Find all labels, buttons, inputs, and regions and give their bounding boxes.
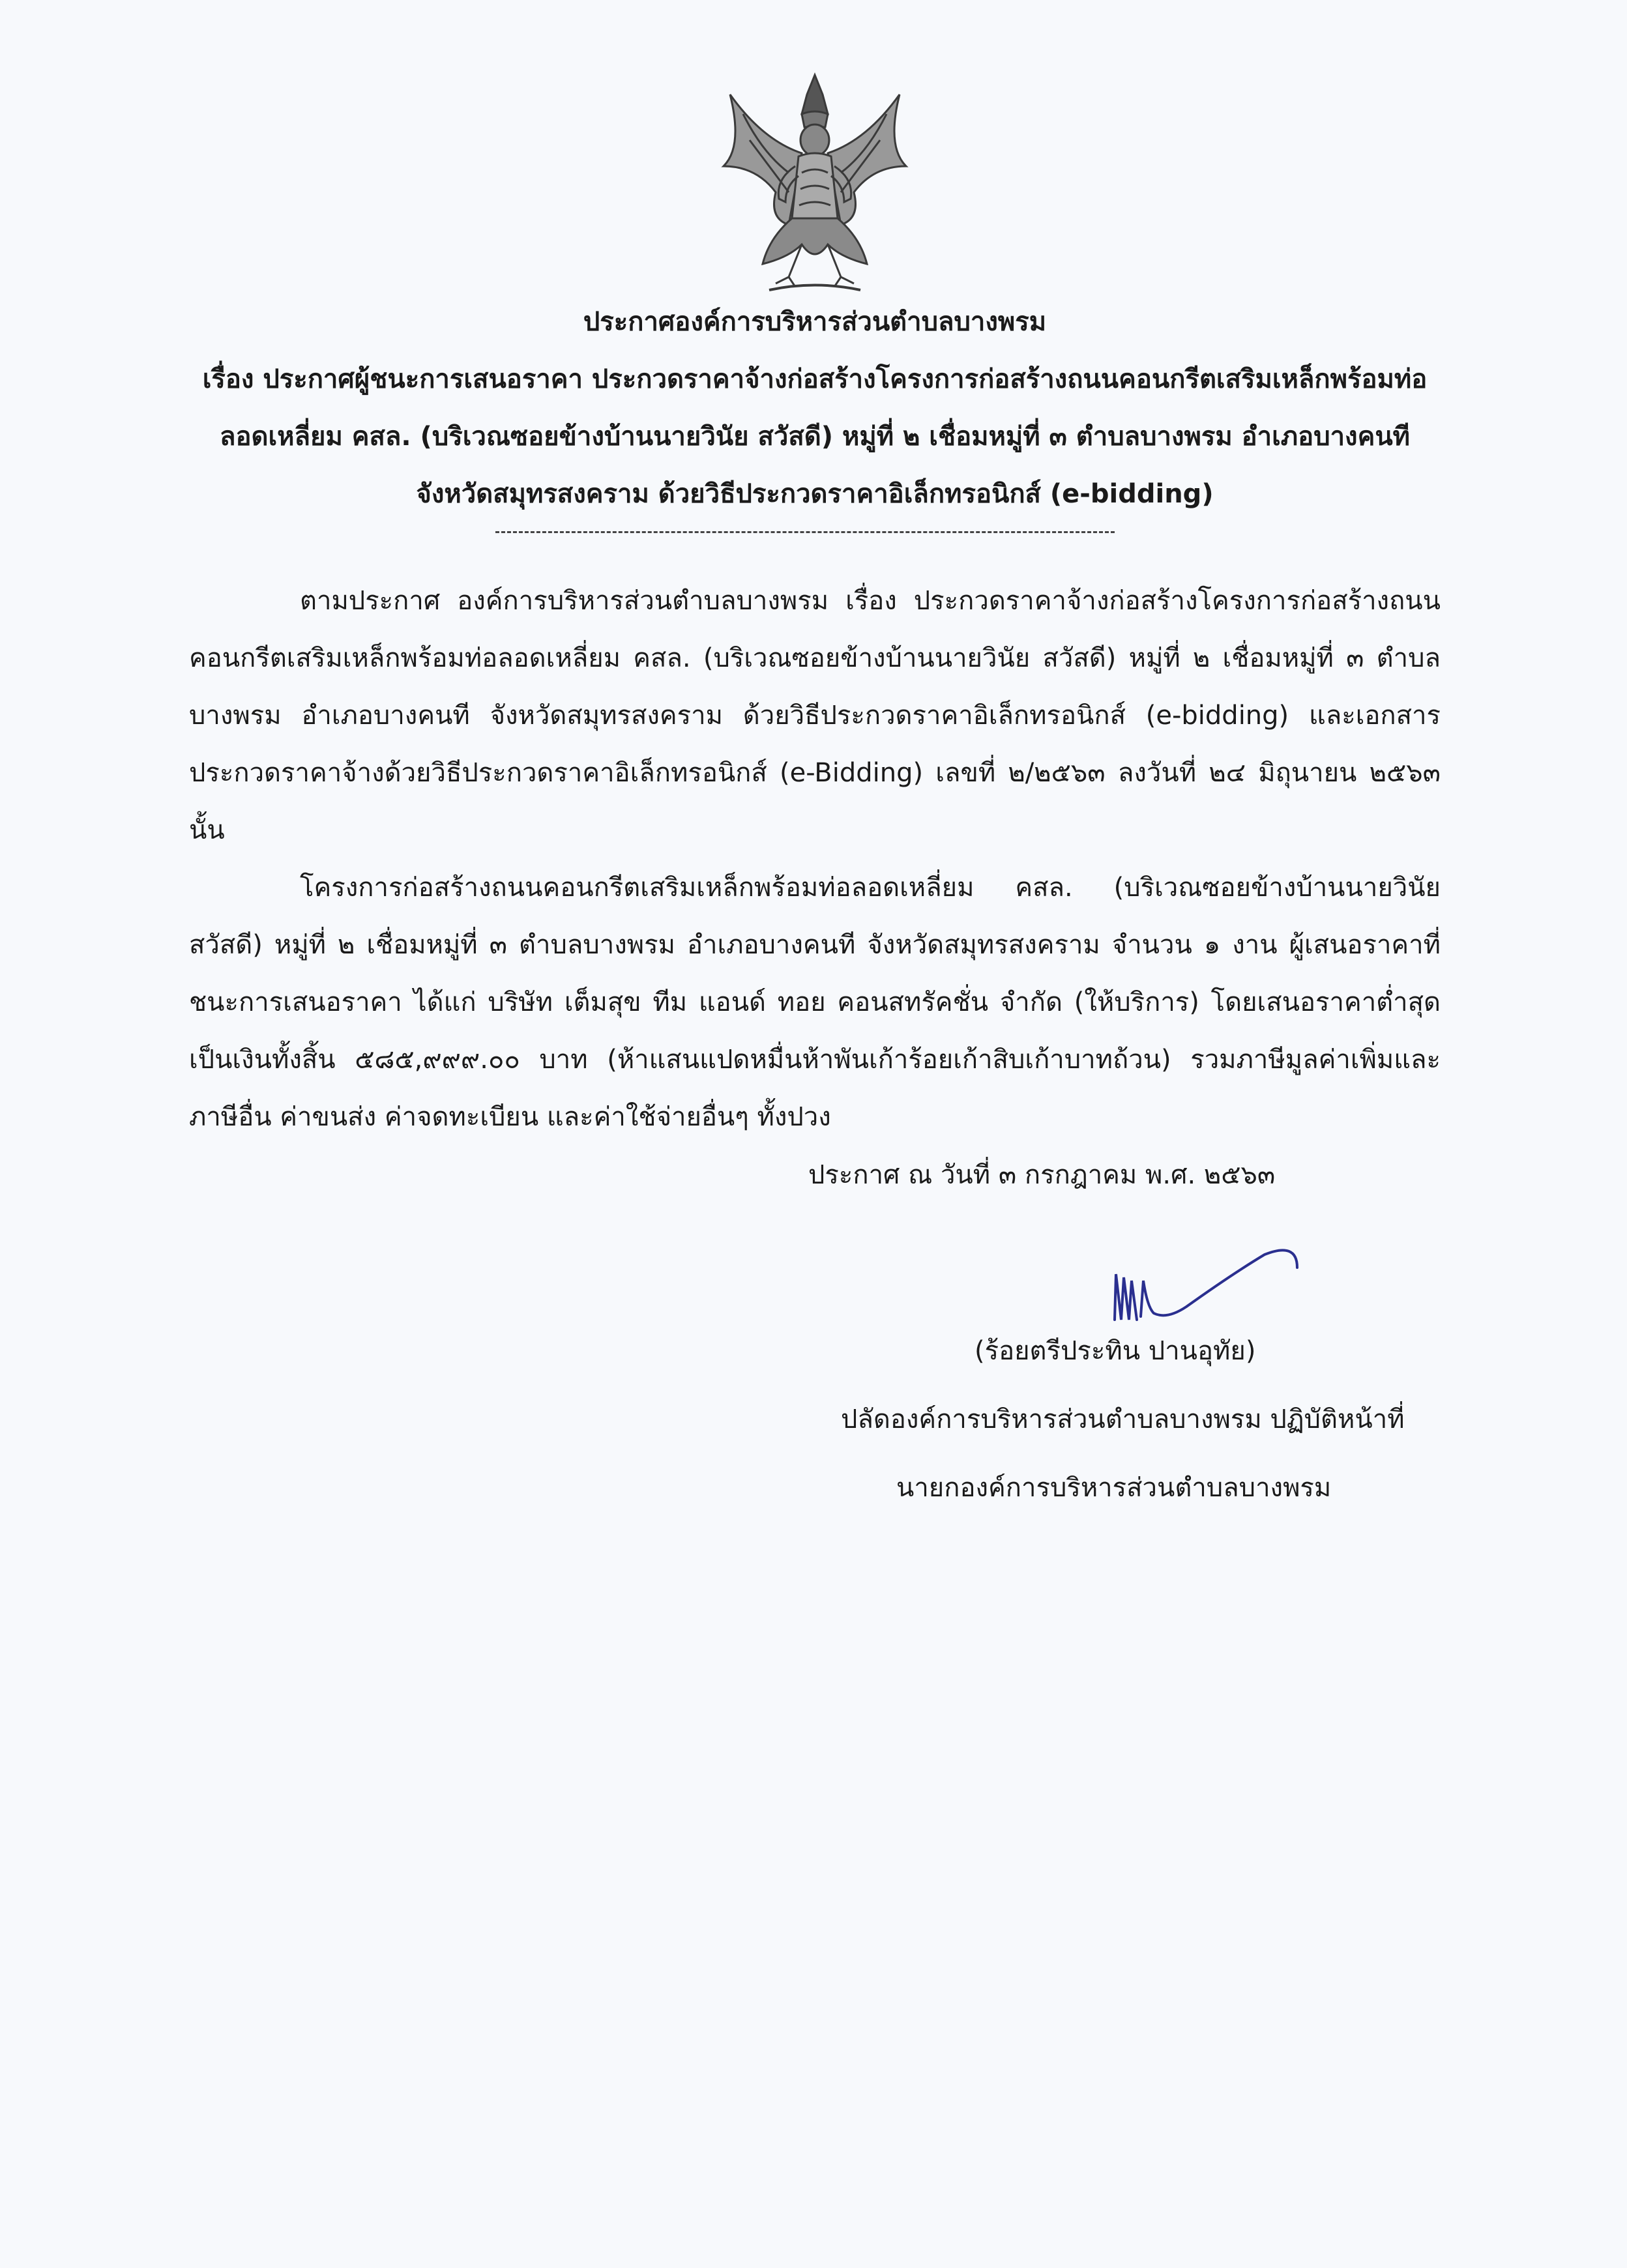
body-paragraph-1: ตามประกาศ องค์การบริหารส่วนตำบลบางพรม เรื่อง ประกวดราคาจ้างก่อสร้างโครงการก่อสร้างถนนคอนกรีตเสริมเหล็กพร้อมท่อลอดเหลี่ยม คสล. (บริเวณซอยข้างบ้านนายวินัย สวัสดี) หมู่ที่ ๒ เชื่อมหมู่ที่ ๓ ตำบลบางพรม อำเภอบางคนที จังหวัดสมุทรสงคราม ด้วยวิธีประกวดราคาอิเล็กทรอนิกส์ (e-bidding) และเอกสารประกวดราคาจ้างด้วยวิธีประกวดราคาอิเล็กทรอนิกส์ (e-Bidding) เลขที่ ๒/๒๕๖๓ ลงวันที่ ๒๔ มิถุนายน ๒๕๖๓ นั้น: [189, 586, 1441, 845]
title-line-1: ประกาศองค์การบริหารส่วนตำบลบางพรม: [583, 307, 1047, 337]
title-divider: [495, 531, 1115, 533]
title-line-2: เรื่อง ประกาศผู้ชนะการเสนอราคา ประกวดราคาจ้างก่อสร้างโครงการก่อสร้างถนนคอนกรีตเสริมเหล็กพร้อมท่อ: [202, 364, 1428, 394]
announcement-body: [189, 572, 1441, 1146]
announcement-date: ประกาศ ณ วันที่ ๓ กรกฎาคม พ.ศ. ๒๕๖๓: [808, 1160, 1276, 1190]
title-line-3: ลอดเหลี่ยม คสล. (บริเวณซอยข้างบ้านนายวินัย สวัสดี) หมู่ที่ ๒ เชื่อมหมู่ที่ ๓ ตำบลบางพรม อำเภอบางคนที: [219, 422, 1411, 452]
title-line-4: จังหวัดสมุทรสงคราม ด้วยวิธีประกวดราคาอิเล็กทรอนิกส์ (e-bidding): [416, 479, 1214, 509]
body-paragraph-2: โครงการก่อสร้างถนนคอนกรีตเสริมเหล็กพร้อมท่อลอดเหลี่ยม คสล. (บริเวณซอยข้างบ้านนายวินัย สวัสดี) หมู่ที่ ๒ เชื่อมหมู่ที่ ๓ ตำบลบางพรม อำเภอบางคนที จังหวัดสมุทรสงคราม จำนวน ๑ งาน ผู้เสนอราคาที่ชนะการเสนอราคา ได้แก่ บริษัท เต็มสุข ทีม แอนด์ ทอย คอนสทรัคชั่น จำกัด (ให้บริการ) โดยเสนอราคาต่ำสุด เป็นเงินทั้งสิ้น ๕๘๕,๙๙๙.๐๐ บาท (ห้าแสนแปดหมื่นห้าพันเก้าร้อยเก้าสิบเก้าบาทถ้วน) รวมภาษีมูลค่าเพิ่มและภาษีอื่น ค่าขนส่ง ค่าจดทะเบียน และค่าใช้จ่ายอื่นๆ ทั้งปวง: [189, 873, 1441, 1132]
announcement-title: [156, 293, 1473, 523]
signer-position-2: นายกองค์การบริหารส่วนตำบลบางพรม: [896, 1473, 1332, 1503]
signer-name: (ร้อยตรีประทิน ปานอุทัย): [975, 1336, 1256, 1366]
handwritten-signature: [1102, 1242, 1310, 1339]
signer-position-1: ปลัดองค์การบริหารส่วนตำบลบางพรม ปฏิบัติหน้าที่: [841, 1404, 1405, 1434]
garuda-emblem-icon: [704, 68, 926, 303]
